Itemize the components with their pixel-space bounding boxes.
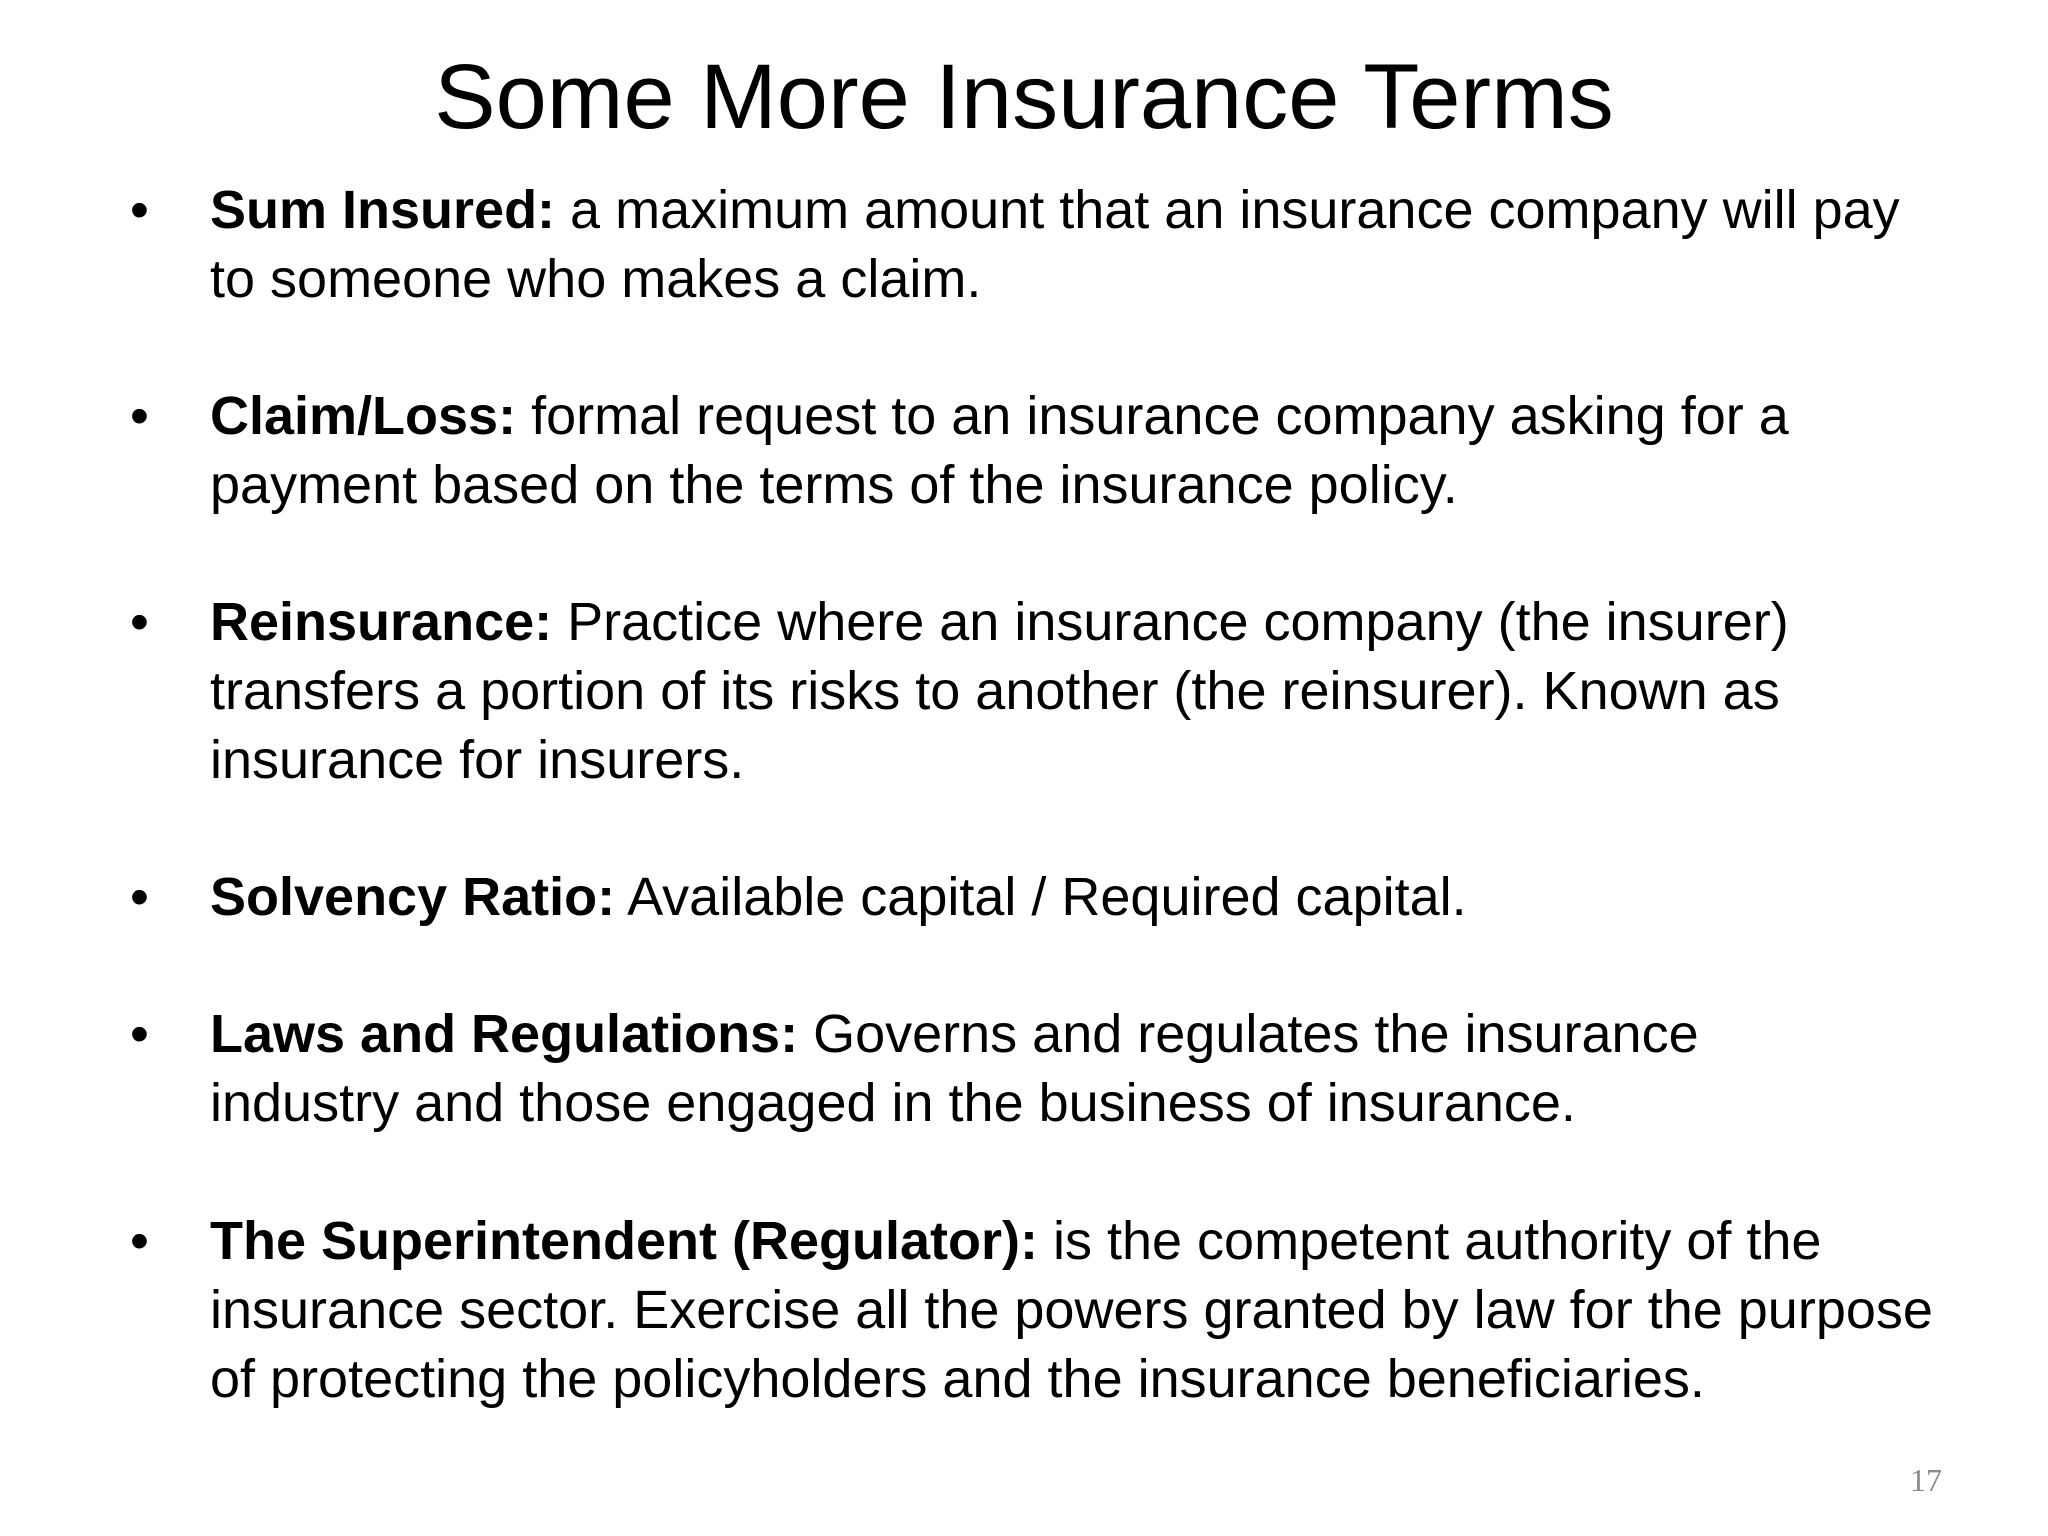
bullet-icon: • [130, 867, 149, 927]
term-label: Claim/Loss: [210, 386, 517, 446]
bullet-icon: • [130, 180, 149, 240]
page-number: 17 [1910, 1462, 1942, 1498]
term-definition: a maximum amount that an insurance company will pay to someone who makes a claim. [210, 180, 1900, 309]
slide-title: Some More Insurance Terms [434, 46, 1614, 148]
term-definition: formal request to an insurance company asking for a payment based on the terms of the insurance policy. [210, 386, 1789, 515]
term-label: Reinsurance: [210, 592, 553, 652]
bullet-icon: • [130, 386, 149, 446]
bullet-icon: • [130, 1211, 149, 1271]
bullet-icon: • [130, 592, 149, 652]
term-body [210, 863, 1930, 932]
term-label: Sum Insured: [210, 180, 556, 240]
term-definition: Practice where an insurance company (the insurer) transfers a portion of its risks to another (the reinsurer). Known as insurance for insurers. [210, 592, 1789, 790]
term-definition: is the competent authority of the insurance sector. Exercise all the powers granted by law for the purpose of protecting the policyholders and the insurance beneficiaries. [210, 1211, 1933, 1409]
term-body [210, 588, 1930, 795]
term-label: The Superintendent (Regulator): [210, 1211, 1038, 1271]
term-body [210, 176, 1930, 314]
term-definition: Available capital / Required capital. [615, 867, 1467, 927]
term-body [210, 1207, 1970, 1414]
bullet-icon: • [130, 1004, 149, 1064]
term-definition: Governs and regulates the insurance industry and those engaged in the business of insurance. [210, 1004, 1699, 1133]
term-body [210, 382, 1930, 520]
term-body [210, 1000, 1850, 1138]
term-label: Solvency Ratio: [210, 867, 616, 927]
term-label: Laws and Regulations: [210, 1004, 799, 1064]
